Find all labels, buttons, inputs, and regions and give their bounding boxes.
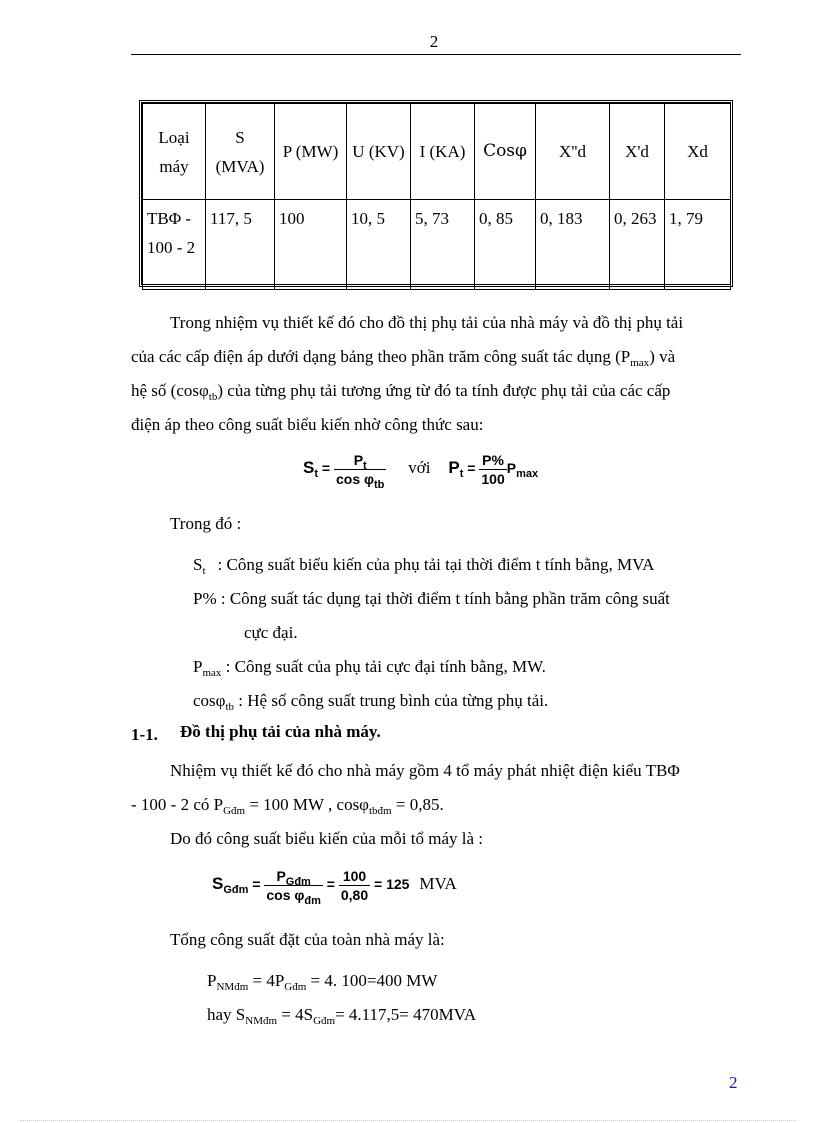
header-cell-cos: Cosφ <box>475 104 536 200</box>
cell-i: 5, 73 <box>411 200 475 290</box>
where-label: Trong đó : <box>170 514 242 533</box>
header-cell-type: Loại máy <box>143 104 206 200</box>
header-rule <box>131 54 741 55</box>
def-st: $S_t$ : Công suất biểu kiến của phụ tải tại thời điểm t tính bằng, MVA <box>193 555 655 577</box>
footer-page-number: 2 <box>729 1073 738 1092</box>
header-page-number: 2 <box>429 32 439 51</box>
header-cell-xd: Xd <box>665 104 731 200</box>
def-cos: cosφ$_{tb}$ : Hệ số công suất trung bình của từng phụ tải. <box>193 691 549 713</box>
cell-type: TBΦ - 100 - 2 <box>143 200 206 290</box>
definitions-list: $S_t$ : Công suất biểu kiến của phụ tải tại thời điểm t tính bằng, MVA P% : Công suất tác dụng tại thời điểm t tính bằng phần trăm công suất cực đại. $P_{max}$ : Công suất của phụ tải cực đại tính bằng, MW. cosφ$_{tb}$ : Hệ số công suất trung bình của từng phụ tải. <box>193 548 741 718</box>
cell-xd1: 0, 263 <box>610 200 665 290</box>
header-cell-s: S (MVA) <box>206 104 275 200</box>
section-title: Đồ thị phụ tải của nhà máy. <box>180 722 381 741</box>
cell-s: 117, 5 <box>206 200 275 290</box>
formula-apparent-power: $S_t$ = $\frac{P_t}{\cos \varphi_{tb}}$ với $P_t$ = $\frac{P\%}{100}$ $P_{max}$ <box>303 452 539 491</box>
header-cell-xdd: X''d <box>536 104 610 200</box>
header-cell-p: P (MW) <box>275 104 347 200</box>
def-ppercent: P% : Công suất tác dụng tại thời điểm t tính bằng phần trăm công suất <box>193 589 670 608</box>
intro-paragraph: Trong nhiệm vụ thiết kế đó cho đồ thị phụ tải của nhà máy và đồ thị phụ tải của các cấp điện áp dưới dạng bảng theo phần trăm công suất tác dụng $(P_{max})$ và hệ số (cosφ$_{tb}$) của từng phụ tải tương ứng từ đó ta tính được phụ tải của các cấp điện áp theo công suất biểu kiến nhờ công thức sau: <box>131 313 684 434</box>
formula-generator-power: $S_{Gđm}$ = $\frac{P_{Gđm}}{\cos \varphi_{đm}}$ = $\frac{100}{0,80}$ = 125 MVA <box>212 868 457 907</box>
def-pmax: $P_{max}$ : Công suất của phụ tải cực đại tính bằng, MW. <box>193 657 546 679</box>
header-cell-u: U (KV) <box>347 104 411 200</box>
cell-cos: 0, 85 <box>475 200 536 290</box>
table-header-row <box>143 104 731 200</box>
header-cell-i: I (KA) <box>411 104 475 200</box>
cell-xdd: 0, 183 <box>536 200 610 290</box>
generator-spec-table <box>139 100 733 287</box>
section-number: 1-1. <box>131 725 158 744</box>
total-label: Tổng công suất đặt của toàn nhà máy là: <box>170 930 445 949</box>
header-cell-xd1: X'd <box>610 104 665 200</box>
cell-xd: 1, 79 <box>665 200 731 290</box>
total-lines: $P_{NMđm} = 4P_{Gđm} = 4$. 100=400 MW hay $S_{NMđm} = 4S_{Gđm}= 4.117,5= 470MVA$ <box>207 971 477 1027</box>
cell-u: 10, 5 <box>347 200 411 290</box>
cell-p: 100 <box>275 200 347 290</box>
table-row <box>143 200 731 290</box>
page-bottom-divider <box>20 1120 796 1121</box>
task-paragraph: Nhiệm vụ thiết kế đó cho nhà máy gồm 4 tổ máy phát nhiệt điện kiểu TBΦ - 100 - 2 có $P_{Gđm} = 100$ MW , cosφ$_{tbđm}$ = 0,85. Do đó công suất biểu kiến của mỗi tổ máy là : <box>131 761 680 848</box>
